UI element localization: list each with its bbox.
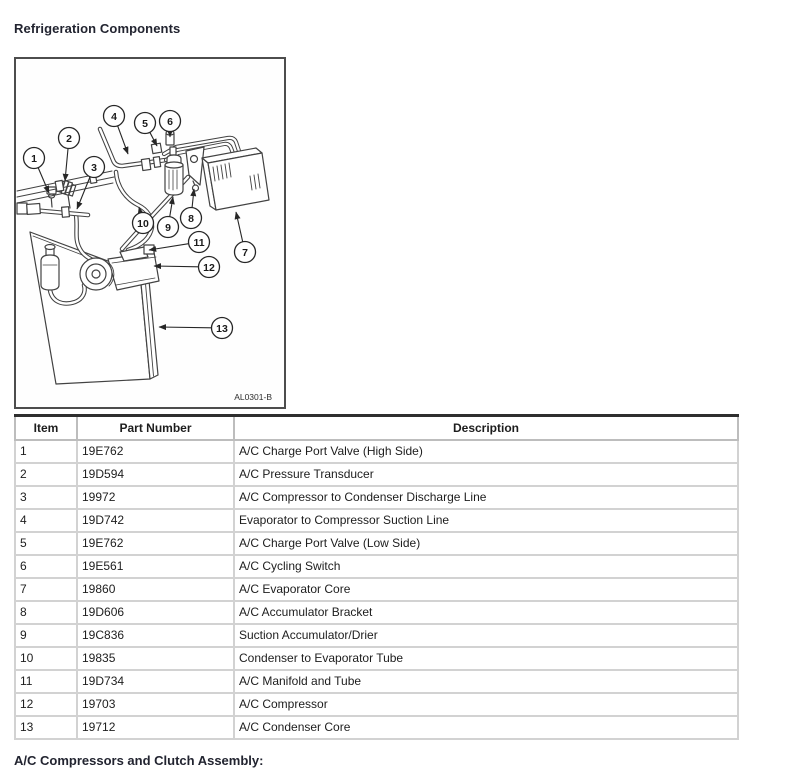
table-row bbox=[15, 601, 738, 624]
description-cell: A/C Charge Port Valve (Low Side) bbox=[234, 532, 738, 555]
part-number-cell: 19703 bbox=[77, 693, 234, 716]
callout-number-10: 10 bbox=[137, 217, 149, 230]
accumulator-drier-art bbox=[165, 165, 183, 195]
item-cell: 3 bbox=[15, 486, 77, 509]
callout-number-3: 3 bbox=[91, 161, 97, 174]
table-row bbox=[15, 509, 738, 532]
callout-arrow-1 bbox=[38, 168, 49, 193]
callout-number-12: 12 bbox=[203, 261, 215, 274]
part-number-cell: 19835 bbox=[77, 647, 234, 670]
callout-arrow-9 bbox=[170, 197, 173, 217]
column-header-item: Item bbox=[15, 416, 77, 441]
part-number-cell: 19E762 bbox=[77, 532, 234, 555]
callout-arrow-2 bbox=[65, 148, 68, 181]
next-section-heading: A/C Compressors and Clutch Assembly: bbox=[14, 753, 264, 768]
parts-table-body bbox=[15, 440, 738, 739]
column-header-part-number: Part Number bbox=[77, 416, 234, 441]
callout-arrow-3 bbox=[77, 177, 90, 209]
description-cell: A/C Accumulator Bracket bbox=[234, 601, 738, 624]
table-row bbox=[15, 578, 738, 601]
table-row bbox=[15, 486, 738, 509]
callout-arrow-8 bbox=[192, 189, 194, 208]
item-cell: 4 bbox=[15, 509, 77, 532]
table-row bbox=[15, 532, 738, 555]
item-cell: 11 bbox=[15, 670, 77, 693]
part-number-cell: 19D594 bbox=[77, 463, 234, 486]
callout-arrow-4 bbox=[118, 126, 128, 154]
part-number-cell: 19E561 bbox=[77, 555, 234, 578]
callout-number-7: 7 bbox=[242, 246, 248, 259]
table-header-row bbox=[15, 416, 738, 441]
diagram-line-art bbox=[16, 59, 284, 407]
page-title: Refrigeration Components bbox=[14, 21, 181, 36]
column-header-description: Description bbox=[234, 416, 738, 441]
description-cell: A/C Compressor bbox=[234, 693, 738, 716]
part-number-cell: 19C836 bbox=[77, 624, 234, 647]
item-cell: 12 bbox=[15, 693, 77, 716]
refrigeration-components-figure bbox=[14, 57, 286, 409]
parts-table bbox=[14, 414, 739, 740]
part-number-cell: 19D606 bbox=[77, 601, 234, 624]
table-row bbox=[15, 716, 738, 739]
description-cell: A/C Pressure Transducer bbox=[234, 463, 738, 486]
callout-arrow-13 bbox=[159, 327, 212, 328]
description-cell: A/C Manifold and Tube bbox=[234, 670, 738, 693]
part-number-cell: 19860 bbox=[77, 578, 234, 601]
table-row bbox=[15, 670, 738, 693]
item-cell: 6 bbox=[15, 555, 77, 578]
callout-number-11: 11 bbox=[193, 236, 205, 249]
description-cell: A/C Condenser Core bbox=[234, 716, 738, 739]
table-row bbox=[15, 647, 738, 670]
evaporator-core-art bbox=[208, 153, 269, 210]
item-cell: 8 bbox=[15, 601, 77, 624]
description-cell: A/C Evaporator Core bbox=[234, 578, 738, 601]
table-row bbox=[15, 693, 738, 716]
part-number-cell: 19D742 bbox=[77, 509, 234, 532]
part-number-cell: 19712 bbox=[77, 716, 234, 739]
description-cell: A/C Cycling Switch bbox=[234, 555, 738, 578]
callout-number-1: 1 bbox=[31, 152, 37, 165]
description-cell: A/C Charge Port Valve (High Side) bbox=[234, 440, 738, 463]
description-cell: Evaporator to Compressor Suction Line bbox=[234, 509, 738, 532]
description-cell: A/C Compressor to Condenser Discharge Line bbox=[234, 486, 738, 509]
item-cell: 10 bbox=[15, 647, 77, 670]
item-cell: 13 bbox=[15, 716, 77, 739]
item-cell: 7 bbox=[15, 578, 77, 601]
callout-number-8: 8 bbox=[188, 212, 194, 225]
callout-arrow-11 bbox=[149, 244, 189, 250]
receiver-drier-art bbox=[41, 255, 59, 290]
part-number-cell: 19972 bbox=[77, 486, 234, 509]
table-row bbox=[15, 624, 738, 647]
callout-number-5: 5 bbox=[142, 117, 148, 130]
item-cell: 9 bbox=[15, 624, 77, 647]
callout-number-13: 13 bbox=[216, 322, 228, 335]
part-number-cell: 19E762 bbox=[77, 440, 234, 463]
item-cell: 5 bbox=[15, 532, 77, 555]
figure-code: AL0301-B bbox=[234, 392, 272, 402]
table-row bbox=[15, 463, 738, 486]
item-cell: 1 bbox=[15, 440, 77, 463]
table-row bbox=[15, 440, 738, 463]
callout-number-2: 2 bbox=[66, 132, 72, 145]
callout-number-6: 6 bbox=[167, 115, 173, 128]
description-cell: Suction Accumulator/Drier bbox=[234, 624, 738, 647]
callout-number-4: 4 bbox=[111, 110, 117, 123]
table-row bbox=[15, 555, 738, 578]
callout-arrow-12 bbox=[154, 266, 199, 267]
item-cell: 2 bbox=[15, 463, 77, 486]
callout-number-9: 9 bbox=[165, 221, 171, 234]
callout-arrow-7 bbox=[236, 212, 243, 242]
description-cell: Condenser to Evaporator Tube bbox=[234, 647, 738, 670]
part-number-cell: 19D734 bbox=[77, 670, 234, 693]
